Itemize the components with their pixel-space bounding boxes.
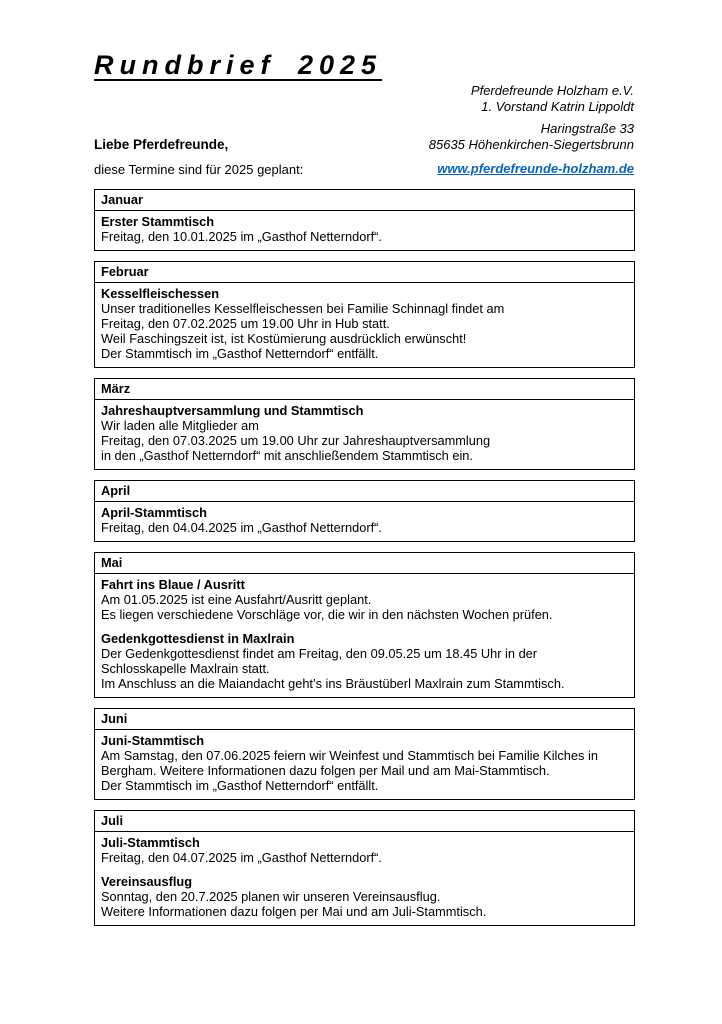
month-body [94,574,635,698]
event-text-line: Freitag, den 07.03.2025 um 19.00 Uhr zur Jahreshauptversammlung [101,433,491,448]
month-header [94,810,635,832]
event [101,874,628,919]
event-title: Juni-Stammtisch [101,733,205,748]
month-name-label: Mai [101,555,123,570]
event-text-line: Der Gedenkgottesdienst findet am Freitag, den 09.05.25 um 18.45 Uhr in der [101,646,538,661]
month-body [94,283,635,368]
org-name: Pferdefreunde Holzham e.V. [470,83,634,98]
month-name-label: Januar [101,192,143,207]
street-line: Haringstraße 33 [540,121,634,136]
month-body [94,400,635,470]
event [101,577,628,622]
event-text-line: Sonntag, den 20.7.2025 planen wir unseren Vereinsausflug. [101,889,441,904]
event-text-line: Bergham. Weitere Informationen dazu folgen per Mail und am Mai-Stammtisch. [101,763,550,778]
event-title: Gedenkgottesdienst in Maxlrain [101,631,295,646]
event [101,835,628,865]
event-text-line: Weitere Informationen dazu folgen per Mai und am Juli-Stammtisch. [101,904,487,919]
month-body [94,730,635,800]
event-text-line: Im Anschluss an die Maiandacht geht’s ins Bräustüberl Maxlrain zum Stammtisch. [101,676,565,691]
event [101,631,628,691]
event-title: Erster Stammtisch [101,214,215,229]
city-line: 85635 Höhenkirchen-Siegertsbrunn [428,137,634,152]
event [101,214,628,244]
event-text-line: Es liegen verschiedene Vorschläge vor, die wir in den nächsten Wochen prüfen. [101,607,553,622]
month-section [94,378,635,470]
intro-line: diese Termine sind für 2025 geplant: [94,162,304,177]
event [101,733,628,793]
event-text-line: Weil Faschingszeit ist, ist Kostümierung ausdrücklich erwünscht! [101,331,467,346]
event [101,505,628,535]
salutation: Liebe Pferdefreunde, [94,137,229,152]
event-title: Fahrt ins Blaue / Ausritt [101,577,245,592]
event-text-line: Schlosskapelle Maxlrain statt. [101,661,270,676]
event-text-line: Der Stammtisch im „Gasthof Netterndorf“ entfällt. [101,346,379,361]
month-header [94,261,635,283]
month-name-label: Juni [101,711,128,726]
event-text-line: Am 01.05.2025 ist eine Ausfahrt/Ausritt geplant. [101,592,372,607]
event-text-line: Freitag, den 10.01.2025 im „Gasthof Netterndorf“. [101,229,382,244]
page-title: Rundbrief 2025 [94,50,383,80]
month-header [94,480,635,502]
event-text-line: Wir laden alle Mitglieder am [101,418,259,433]
month-name-label: April [101,483,131,498]
event-text-line: Freitag, den 07.02.2025 um 19.00 Uhr in Hub statt. [101,316,390,331]
event-text-line: Freitag, den 04.07.2025 im „Gasthof Netterndorf“. [101,850,382,865]
month-header [94,552,635,574]
month-body [94,211,635,251]
month-section [94,810,635,926]
event-text-line: Am Samstag, den 07.06.2025 feiern wir Weinfest und Stammtisch bei Familie Kilches in [101,748,598,763]
event-title: Jahreshauptversammlung und Stammtisch [101,403,364,418]
event-title: Kesselfleischessen [101,286,220,301]
month-body [94,832,635,926]
month-section [94,189,635,251]
event [101,286,628,361]
org-chair: 1. Vorstand Katrin Lippoldt [481,99,634,114]
website-link[interactable]: www.pferdefreunde-holzham.de [437,161,634,176]
event-text-line: Der Stammtisch im „Gasthof Netterndorf“ entfällt. [101,778,379,793]
month-section [94,480,635,542]
event-text-line: Freitag, den 04.04.2025 im „Gasthof Netterndorf“. [101,520,382,535]
org-address-block [471,83,634,115]
month-section [94,552,635,698]
event-title: Juli-Stammtisch [101,835,200,850]
month-body [94,502,635,542]
month-name-label: Juli [101,813,124,828]
month-section [94,261,635,368]
month-name-label: Februar [101,264,149,279]
month-header [94,708,635,730]
event-text-line: in den „Gasthof Netterndorf“ mit anschließendem Stammtisch ein. [101,448,473,463]
event-text-line: Unser traditionelles Kesselfleischessen bei Familie Schinnagl findet am [101,301,505,316]
month-section [94,708,635,800]
event-title: Vereinsausflug [101,874,193,889]
month-name-label: März [101,381,131,396]
month-header [94,189,635,211]
month-sections [94,189,635,936]
event-title: April-Stammtisch [101,505,207,520]
event [101,403,628,463]
month-header [94,378,635,400]
street-address-block [429,121,634,153]
